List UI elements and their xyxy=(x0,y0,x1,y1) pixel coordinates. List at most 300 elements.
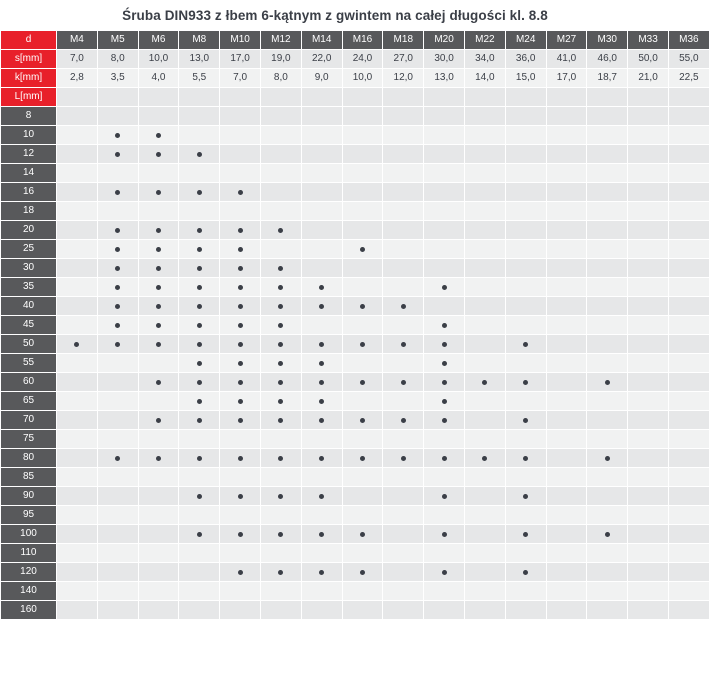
availability-cell xyxy=(301,411,342,430)
dot xyxy=(442,399,447,404)
length-label: 16 xyxy=(1,183,57,202)
dot xyxy=(197,418,202,423)
availability-cell xyxy=(179,278,220,297)
availability-cell xyxy=(97,411,138,430)
dot xyxy=(238,228,243,233)
availability-dot-icon xyxy=(139,183,179,201)
availability-cell xyxy=(464,259,505,278)
availability-cell xyxy=(138,411,179,430)
dot xyxy=(197,228,202,233)
availability-cell xyxy=(97,373,138,392)
availability-cell xyxy=(301,544,342,563)
availability-cell xyxy=(260,259,301,278)
availability-cell xyxy=(179,259,220,278)
availability-cell xyxy=(546,449,587,468)
availability-dot-icon xyxy=(220,563,260,581)
availability-cell xyxy=(587,544,628,563)
dot xyxy=(442,532,447,537)
dot xyxy=(278,323,283,328)
availability-dot-icon xyxy=(506,487,546,505)
column-header-m8: M8 xyxy=(179,31,220,50)
availability-cell xyxy=(97,468,138,487)
availability-cell xyxy=(97,354,138,373)
availability-cell xyxy=(138,525,179,544)
dot xyxy=(197,266,202,271)
dot xyxy=(156,380,161,385)
availability-cell xyxy=(546,430,587,449)
availability-cell xyxy=(383,164,424,183)
availability-dot-icon xyxy=(139,373,179,391)
availability-cell xyxy=(179,221,220,240)
availability-dot-icon xyxy=(506,525,546,543)
availability-cell xyxy=(97,259,138,278)
availability-cell xyxy=(546,107,587,126)
dot xyxy=(360,380,365,385)
availability-cell xyxy=(668,525,709,544)
s-value-cell: 10,0 xyxy=(138,50,179,69)
availability-cell xyxy=(260,278,301,297)
availability-cell xyxy=(179,107,220,126)
availability-cell xyxy=(546,240,587,259)
availability-cell xyxy=(57,145,98,164)
availability-cell xyxy=(464,335,505,354)
availability-dot-icon xyxy=(261,316,301,334)
availability-cell xyxy=(424,259,465,278)
dot xyxy=(442,380,447,385)
table-row xyxy=(1,430,710,449)
availability-cell xyxy=(342,411,383,430)
availability-cell xyxy=(546,221,587,240)
availability-dot-icon xyxy=(261,563,301,581)
dot xyxy=(197,494,202,499)
availability-cell xyxy=(424,335,465,354)
availability-cell xyxy=(587,449,628,468)
dot xyxy=(523,380,528,385)
availability-cell xyxy=(546,183,587,202)
availability-cell xyxy=(179,487,220,506)
s-value-cell: 22,0 xyxy=(301,50,342,69)
availability-cell xyxy=(220,468,261,487)
availability-cell xyxy=(57,544,98,563)
availability-cell xyxy=(546,354,587,373)
dot xyxy=(156,418,161,423)
availability-cell xyxy=(179,506,220,525)
dot xyxy=(156,152,161,157)
availability-cell xyxy=(424,202,465,221)
availability-cell xyxy=(220,335,261,354)
dot xyxy=(115,228,120,233)
availability-cell xyxy=(628,582,669,601)
availability-cell xyxy=(138,183,179,202)
availability-cell xyxy=(464,392,505,411)
availability-cell xyxy=(97,506,138,525)
length-header-spacer xyxy=(220,88,261,107)
availability-cell xyxy=(546,126,587,145)
length-label: 160 xyxy=(1,601,57,620)
availability-dot-icon xyxy=(424,392,464,410)
dot xyxy=(401,342,406,347)
availability-cell xyxy=(342,164,383,183)
dot xyxy=(442,570,447,575)
availability-cell xyxy=(57,430,98,449)
availability-dot-icon xyxy=(261,259,301,277)
dot xyxy=(605,456,610,461)
availability-cell xyxy=(179,544,220,563)
dot xyxy=(238,494,243,499)
availability-cell xyxy=(587,107,628,126)
availability-cell xyxy=(57,354,98,373)
availability-cell xyxy=(138,544,179,563)
availability-cell xyxy=(57,107,98,126)
availability-cell xyxy=(179,525,220,544)
availability-cell xyxy=(424,183,465,202)
dot xyxy=(197,361,202,366)
dot xyxy=(197,247,202,252)
k-value-cell: 8,0 xyxy=(260,69,301,88)
availability-cell xyxy=(138,297,179,316)
availability-dot-icon xyxy=(139,316,179,334)
availability-cell xyxy=(424,297,465,316)
availability-cell xyxy=(57,126,98,145)
length-header-spacer xyxy=(424,88,465,107)
dot xyxy=(605,380,610,385)
availability-dot-icon xyxy=(139,126,179,144)
availability-cell xyxy=(220,563,261,582)
dot xyxy=(319,570,324,575)
availability-cell xyxy=(97,392,138,411)
availability-dot-icon xyxy=(424,487,464,505)
availability-cell xyxy=(424,164,465,183)
availability-cell xyxy=(383,107,424,126)
availability-cell xyxy=(668,563,709,582)
dot xyxy=(278,570,283,575)
availability-cell xyxy=(57,392,98,411)
availability-cell xyxy=(546,544,587,563)
length-header-spacer xyxy=(138,88,179,107)
length-label: 85 xyxy=(1,468,57,487)
availability-cell xyxy=(587,145,628,164)
availability-cell xyxy=(57,240,98,259)
table-row xyxy=(1,601,710,620)
availability-cell xyxy=(260,430,301,449)
availability-cell xyxy=(57,525,98,544)
availability-cell xyxy=(587,563,628,582)
availability-cell xyxy=(342,468,383,487)
dot xyxy=(401,456,406,461)
availability-cell xyxy=(97,335,138,354)
availability-cell xyxy=(424,468,465,487)
availability-dot-icon xyxy=(465,373,505,391)
availability-cell xyxy=(464,183,505,202)
length-label: 90 xyxy=(1,487,57,506)
availability-cell xyxy=(383,506,424,525)
availability-cell xyxy=(424,126,465,145)
availability-dot-icon xyxy=(302,297,342,315)
availability-cell xyxy=(668,145,709,164)
availability-cell xyxy=(505,278,546,297)
dot xyxy=(319,532,324,537)
availability-cell xyxy=(301,240,342,259)
availability-dot-icon xyxy=(302,373,342,391)
availability-cell xyxy=(179,468,220,487)
availability-dot-icon xyxy=(383,335,423,353)
availability-dot-icon xyxy=(98,145,138,163)
availability-dot-icon xyxy=(98,240,138,258)
dot xyxy=(319,399,324,404)
availability-cell xyxy=(383,601,424,620)
dot xyxy=(360,418,365,423)
dot xyxy=(278,304,283,309)
dot xyxy=(115,285,120,290)
table-row xyxy=(1,411,710,430)
availability-cell xyxy=(464,354,505,373)
availability-cell xyxy=(464,145,505,164)
availability-cell xyxy=(301,297,342,316)
availability-cell xyxy=(464,525,505,544)
availability-cell xyxy=(179,392,220,411)
availability-cell xyxy=(138,107,179,126)
length-header-spacer xyxy=(546,88,587,107)
availability-dot-icon xyxy=(465,449,505,467)
availability-dot-icon xyxy=(383,411,423,429)
dot xyxy=(115,342,120,347)
s-value-cell: 46,0 xyxy=(587,50,628,69)
availability-dot-icon xyxy=(98,221,138,239)
availability-cell xyxy=(668,373,709,392)
availability-cell xyxy=(301,316,342,335)
availability-cell xyxy=(587,278,628,297)
availability-cell xyxy=(628,221,669,240)
availability-dot-icon xyxy=(179,297,219,315)
availability-cell xyxy=(260,487,301,506)
availability-dot-icon xyxy=(139,240,179,258)
availability-cell xyxy=(464,126,505,145)
availability-cell xyxy=(668,411,709,430)
availability-cell xyxy=(260,525,301,544)
availability-dot-icon xyxy=(587,449,627,467)
availability-dot-icon xyxy=(302,449,342,467)
availability-dot-icon xyxy=(139,145,179,163)
availability-cell xyxy=(383,487,424,506)
dot xyxy=(156,285,161,290)
dot xyxy=(360,247,365,252)
availability-cell xyxy=(342,544,383,563)
availability-cell xyxy=(260,240,301,259)
availability-cell xyxy=(57,202,98,221)
availability-cell xyxy=(220,107,261,126)
availability-dot-icon xyxy=(179,259,219,277)
availability-cell xyxy=(301,582,342,601)
length-label: 65 xyxy=(1,392,57,411)
dot xyxy=(156,247,161,252)
dot xyxy=(523,456,528,461)
availability-cell xyxy=(668,278,709,297)
availability-dot-icon xyxy=(383,373,423,391)
dot xyxy=(278,399,283,404)
availability-cell xyxy=(546,468,587,487)
availability-cell xyxy=(138,240,179,259)
availability-cell xyxy=(383,354,424,373)
availability-cell xyxy=(587,354,628,373)
availability-cell xyxy=(97,202,138,221)
dot xyxy=(319,456,324,461)
availability-cell xyxy=(505,107,546,126)
spec-table xyxy=(0,30,710,620)
availability-dot-icon xyxy=(424,525,464,543)
availability-cell xyxy=(628,145,669,164)
availability-cell xyxy=(505,392,546,411)
availability-cell xyxy=(301,202,342,221)
availability-dot-icon xyxy=(57,335,97,353)
length-header-spacer xyxy=(668,88,709,107)
dot xyxy=(115,323,120,328)
availability-cell xyxy=(342,582,383,601)
availability-cell xyxy=(301,278,342,297)
availability-cell xyxy=(424,221,465,240)
s-value-cell: 19,0 xyxy=(260,50,301,69)
availability-cell xyxy=(424,278,465,297)
dot xyxy=(238,342,243,347)
availability-cell xyxy=(342,316,383,335)
availability-dot-icon xyxy=(220,392,260,410)
availability-cell xyxy=(342,259,383,278)
k-value-cell: 2,8 xyxy=(57,69,98,88)
availability-dot-icon xyxy=(98,335,138,353)
availability-cell xyxy=(546,487,587,506)
availability-cell xyxy=(505,316,546,335)
availability-cell xyxy=(546,525,587,544)
availability-cell xyxy=(668,506,709,525)
dot xyxy=(156,304,161,309)
dot xyxy=(482,456,487,461)
dot xyxy=(442,323,447,328)
availability-cell xyxy=(342,126,383,145)
dot xyxy=(442,494,447,499)
k-value-cell: 22,5 xyxy=(668,69,709,88)
availability-cell xyxy=(220,259,261,278)
dot xyxy=(115,456,120,461)
availability-cell xyxy=(505,563,546,582)
table-row xyxy=(1,278,710,297)
dot xyxy=(238,399,243,404)
dot xyxy=(482,380,487,385)
availability-cell xyxy=(505,430,546,449)
availability-cell xyxy=(424,145,465,164)
availability-cell xyxy=(628,240,669,259)
availability-cell xyxy=(668,297,709,316)
dot xyxy=(442,418,447,423)
availability-cell xyxy=(179,411,220,430)
availability-cell xyxy=(628,468,669,487)
dot xyxy=(401,418,406,423)
availability-cell xyxy=(179,601,220,620)
availability-cell xyxy=(668,335,709,354)
availability-cell xyxy=(464,316,505,335)
length-label: 25 xyxy=(1,240,57,259)
s-value-cell: 50,0 xyxy=(628,50,669,69)
availability-cell xyxy=(342,183,383,202)
availability-cell xyxy=(668,259,709,278)
availability-cell xyxy=(179,316,220,335)
availability-cell xyxy=(57,297,98,316)
column-header-m24: M24 xyxy=(505,31,546,50)
availability-cell xyxy=(57,449,98,468)
availability-cell xyxy=(138,126,179,145)
length-label: 12 xyxy=(1,145,57,164)
availability-cell xyxy=(57,164,98,183)
availability-cell xyxy=(260,335,301,354)
availability-cell xyxy=(587,601,628,620)
availability-cell xyxy=(383,430,424,449)
availability-dot-icon xyxy=(261,335,301,353)
s-value-cell: 7,0 xyxy=(57,50,98,69)
availability-cell xyxy=(179,164,220,183)
availability-cell xyxy=(97,316,138,335)
k-value-cell: 7,0 xyxy=(220,69,261,88)
availability-cell xyxy=(424,430,465,449)
k-value-cell: 21,0 xyxy=(628,69,669,88)
availability-cell xyxy=(587,183,628,202)
table-row xyxy=(1,259,710,278)
availability-cell xyxy=(628,487,669,506)
availability-cell xyxy=(628,411,669,430)
dot xyxy=(238,456,243,461)
dot xyxy=(74,342,79,347)
availability-cell xyxy=(97,449,138,468)
dot xyxy=(442,342,447,347)
availability-cell xyxy=(505,373,546,392)
k-value-cell: 3,5 xyxy=(97,69,138,88)
column-header-m14: M14 xyxy=(301,31,342,50)
availability-cell xyxy=(301,183,342,202)
availability-cell xyxy=(464,544,505,563)
availability-cell xyxy=(57,316,98,335)
availability-cell xyxy=(505,582,546,601)
availability-dot-icon xyxy=(343,449,383,467)
availability-cell xyxy=(260,316,301,335)
dot xyxy=(605,532,610,537)
availability-cell xyxy=(505,145,546,164)
availability-cell xyxy=(301,164,342,183)
availability-cell xyxy=(383,392,424,411)
availability-cell xyxy=(179,449,220,468)
availability-cell xyxy=(97,563,138,582)
availability-cell xyxy=(57,335,98,354)
availability-cell xyxy=(424,544,465,563)
availability-dot-icon xyxy=(220,411,260,429)
s-value-cell: 55,0 xyxy=(668,50,709,69)
availability-dot-icon xyxy=(139,335,179,353)
dot xyxy=(278,361,283,366)
availability-dot-icon xyxy=(302,335,342,353)
availability-cell xyxy=(220,430,261,449)
availability-cell xyxy=(342,430,383,449)
availability-cell xyxy=(138,145,179,164)
availability-cell xyxy=(383,468,424,487)
availability-cell xyxy=(668,430,709,449)
column-header-m30: M30 xyxy=(587,31,628,50)
length-label: 55 xyxy=(1,354,57,373)
availability-cell xyxy=(587,335,628,354)
availability-cell xyxy=(220,240,261,259)
dot xyxy=(238,380,243,385)
availability-cell xyxy=(220,297,261,316)
availability-cell xyxy=(342,221,383,240)
dot xyxy=(156,266,161,271)
length-label: 50 xyxy=(1,335,57,354)
availability-dot-icon xyxy=(179,449,219,467)
availability-dot-icon xyxy=(261,449,301,467)
